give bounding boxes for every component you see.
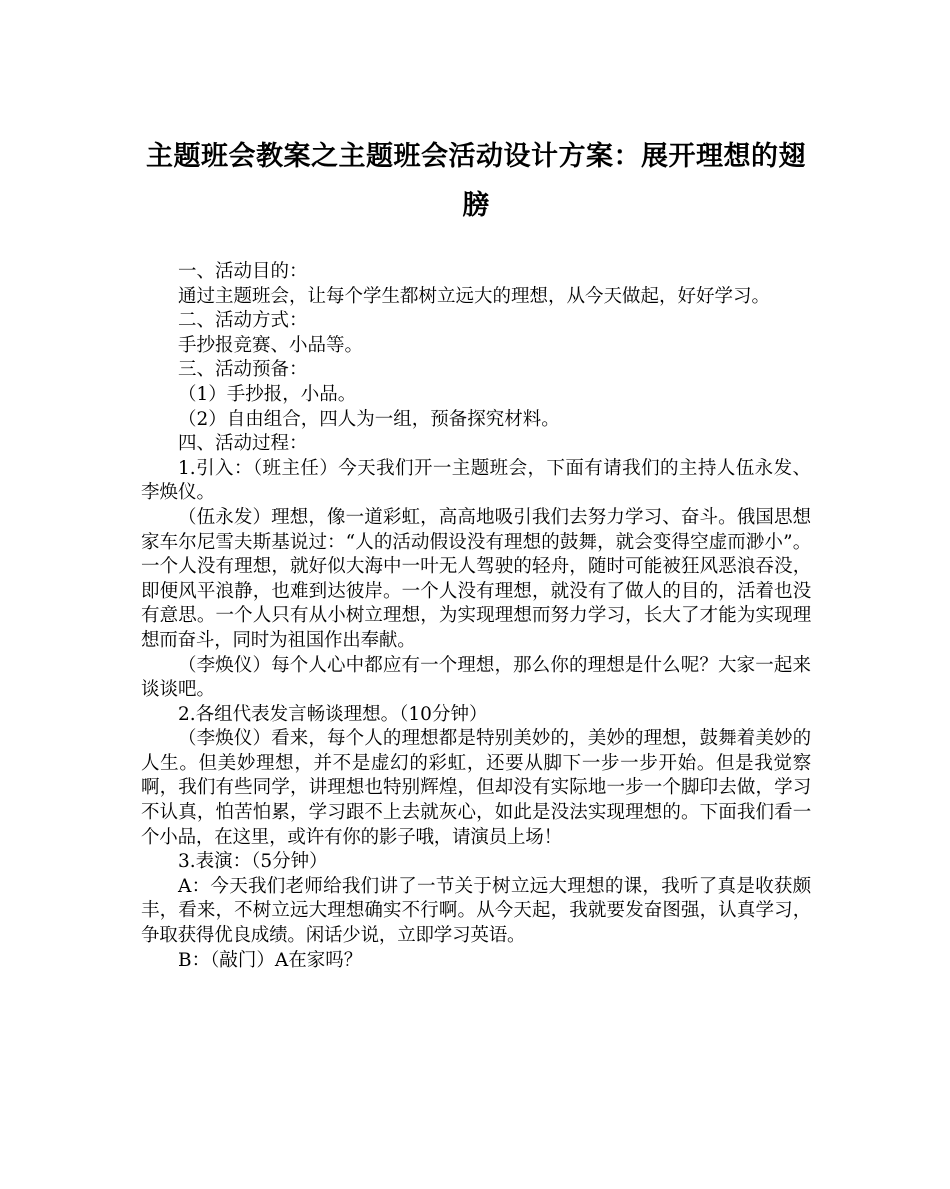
document-body bbox=[141, 260, 811, 973]
section-heading-preparation: 三、活动预备： bbox=[178, 359, 308, 381]
paragraph: （李焕仪）每个人心中都应有一个理想，那么你的理想是什么呢？大家一起来谈谈吧。 bbox=[141, 654, 811, 701]
paragraph: 1.引入：（班主任）今天我们开一主题班会，下面有请我们的主持人伍永发、李焕仪。 bbox=[141, 457, 811, 504]
document-title: 主题班会教案之主题班会活动设计方案：展开理想的翅膀 bbox=[146, 141, 806, 221]
section-heading-method: 二、活动方式： bbox=[178, 310, 308, 332]
list-item: （2）自由组合，四人为一组，预备探究材料。 bbox=[178, 408, 560, 430]
paragraph: （李焕仪）看来，每个人的理想都是特别美妙的，美妙的理想，鼓舞着美妙的人生。但美妙理想，并不是虚幻的彩虹，还要从脚下一步一步开始。但是我觉察啊，我们有些同学，讲理想也特别辉煌，但却没有实际地一步一个脚印去做，学习不认真，怕苦怕累，学习跟不上去就灰心，如此是没法实现理想的。下面我们看一个小品，在这里，或许有你的影子哦，请演员上场！ bbox=[141, 728, 811, 848]
paragraph: 手抄报竞赛、小品等。 bbox=[178, 334, 364, 356]
paragraph: 通过主题班会，让每个学生都树立远大的理想，从今天做起，好好学习。 bbox=[178, 285, 771, 307]
paragraph: 2.各组代表发言畅谈理想。（10分钟） bbox=[178, 703, 488, 725]
paragraph: （伍永发）理想，像一道彩虹，高高地吸引我们去努力学习、奋斗。俄国思想家车尔尼雪夫斯基说过：“人的活动假设没有理想的鼓舞，就会变得空虚而渺小”。一个人没有理想，就好似大海中一叶无人驾驶的轻舟，随时可能被狂风恶浪吞没，即便风平浪静，也难到达彼岸。一个人没有理想，就没有了做人的目的，活着也没有意思。一个人只有从小树立理想，为实现理想而努力学习，长大了才能为实现理想而奋斗，同时为祖国作出奉献。 bbox=[141, 506, 811, 651]
list-item: （1）手抄报，小品。 bbox=[178, 383, 357, 405]
paragraph: B：（敲门）A在家吗？ bbox=[178, 949, 363, 971]
paragraph: A：今天我们老师给我们讲了一节关于树立远大理想的课，我听了真是收获颇丰，看来，不树立远大理想确实不行啊。从今天起，我就要发奋图强，认真学习，争取获得优良成绩。闲话少说，立即学习英语。 bbox=[141, 875, 811, 947]
section-heading-purpose: 一、活动目的： bbox=[178, 261, 308, 282]
section-heading-process: 四、活动过程： bbox=[178, 433, 308, 455]
paragraph: 3.表演：（5分钟） bbox=[178, 851, 328, 873]
